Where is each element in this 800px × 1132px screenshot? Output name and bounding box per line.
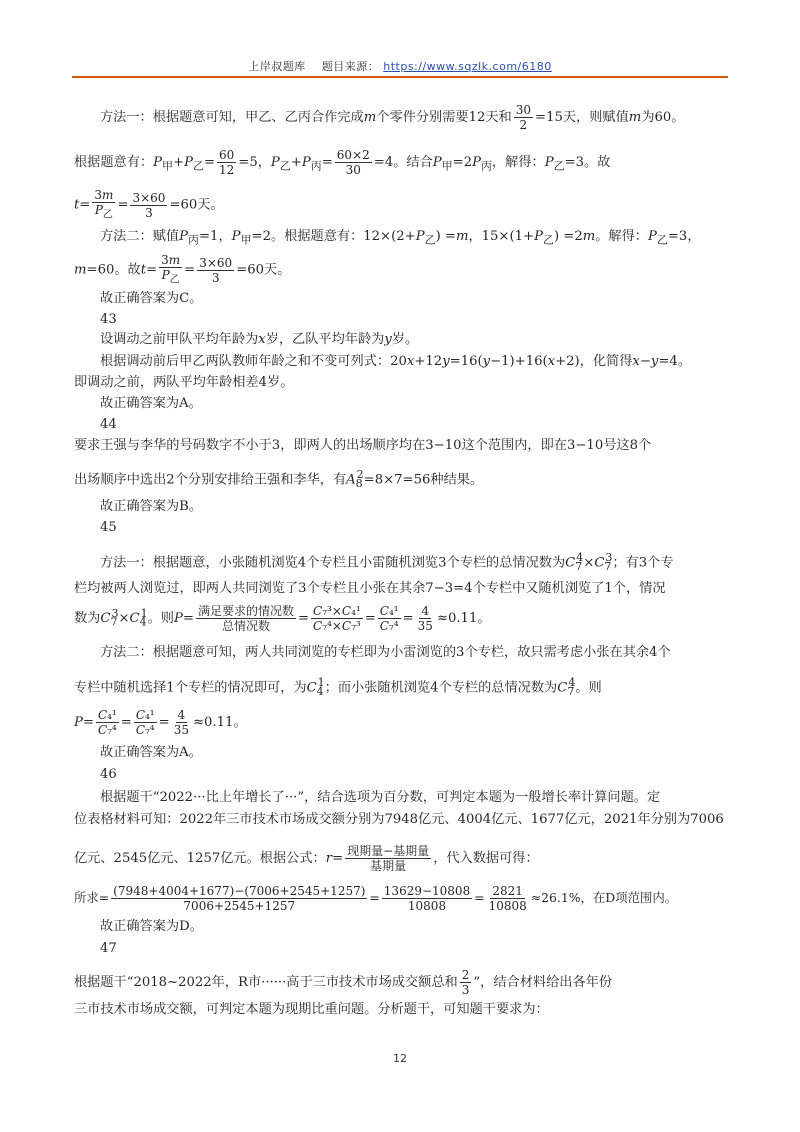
text-line: m=60。故t= $\frac{3m}{P_乙}$ = $\frac{3\times 60}{3}$ =60天。 [74, 253, 291, 286]
text-line: 故正确答案为C。 [100, 291, 203, 306]
text-line: 故正确答案为A。 [100, 396, 202, 411]
text-line: 专栏中随机选择1个专栏的情况即可，为$C_4^1$；而小张随机浏览4个专栏的总情况数为$C_7^4$。则 [74, 676, 602, 699]
text-line: 三市技术市场成交额，可判定本题为现期比重问题。分析题干，可知题干要求为： [74, 1002, 549, 1017]
header-divider [72, 76, 728, 78]
text-line: 方法二：赋值$P_丙=1$，$P_甲=2$。根据题意有：$12\times(2+P_乙) =m$，$15\times(1+P_乙) =2m$。解得：$P_乙=3$， [100, 229, 701, 247]
text-line: 方法一：根据题意可知，甲乙、乙丙合作完成m个零件分别需要12天和 $\frac{30}{2}$ =15天，则赋值m为60。 [100, 103, 685, 132]
question-number: 44 [100, 417, 117, 432]
text-line: 故正确答案为A。 [100, 745, 202, 760]
header-link[interactable]: https://www.sqzlk.com/6180 [383, 60, 552, 73]
header-prefix: 题目来源： [321, 60, 380, 73]
question-number: 46 [100, 767, 117, 782]
text-line: 方法一：根据题意，小张随机浏览4个专栏且小雷随机浏览3个专栏的总情况数为$C_7^4\times C_7^3$；有3个专 [100, 551, 674, 574]
text-line: 根据题意有：$P_甲+P_乙=$ $\frac{60}{12}$ =5，$P_乙+P_丙=$ $\frac{60\times 2}{30}$ =4。结合$P_甲=2P_丙$，解得：$P_乙=3$。故 [74, 148, 611, 177]
text-line: 所求= $\frac{(7948+4004+1677)-(7006+2545+1257)}{7006+2545+1257}$ = $\frac{13629-10808}{10808}$ = $\frac{2821}{10808}$ ≈26.1%，在D项范围内。 [74, 884, 678, 913]
text-line: 设调动之前甲队平均年龄为x岁，乙队平均年龄为y岁。 [100, 332, 419, 347]
text-line: 栏均被两人浏览过，即两人共同浏览了3个专栏且小张在其余7−3=4个专栏中又随机浏览了1个，情况 [74, 581, 666, 596]
text-line: 出场顺序中选出2个分别安排给王强和李华，有$A_8^2=8\times 7=56$种结果。 [74, 468, 484, 491]
question-number: 43 [100, 312, 117, 327]
text-line: 位表格材料可知：2022年三市技术市场成交额分别为7948亿元、4004亿元、1677亿元，2021年分别为7006 [74, 812, 724, 827]
text-line: P= $\frac{\text{C₄¹}}{\text{C₇⁴}}$ = $\frac{\text{C₄¹}}{\text{C₇⁴}}$ = $\frac{4}{35}$ ≈0.11。 [74, 708, 247, 737]
text-line: 亿元、2545亿元、1257亿元。根据公式：r= $\frac{\text{现期量−基期量}}{\text{基期量}}$ ，代入数据可得： [74, 844, 539, 873]
text-line: 要求王强与李华的号码数字不小于3，即两人的出场顺序均在3−10这个范围内，即在3−10号这8个 [74, 438, 652, 453]
text-line: 方法二：根据题意可知，两人共同浏览的专栏即为小雷浏览的3个专栏，故只需考虑小张在其余4个 [100, 645, 671, 660]
question-number: 45 [100, 520, 117, 535]
text-line: 根据题干“2018~2022年，R市······高于三市技术市场成交额总和 $\frac{2}{3}$ ”，结合材料给出各年份 [74, 968, 613, 997]
text-line: 数为$C_7^3\times C_4^1$。则P= $\frac{\text{满足要求的情况数}}{\text{总情况数}}$ = $\frac{\text{C₇³×C₄¹}}{\text{C₇⁴×C₇³}}$ = $\frac{\text{C₄¹}}{\text{C₇⁴}}$ = $\frac{4}{35}$ ≈0.11。 [74, 604, 491, 633]
question-number: 47 [100, 941, 117, 956]
text-line: t= $\frac{3m}{P_乙}$ = $\frac{3\times 60}{3}$ =60天。 [74, 188, 224, 221]
text-line: 根据题干“2022···比上年增长了···”，结合选项为百分数，可判定本题为一般增长率计算问题。定 [100, 790, 661, 805]
header-site: 上岸叔题库 [248, 60, 306, 73]
text-line: 即调动之前，两队平均年龄相差4岁。 [74, 375, 294, 390]
text-line: 故正确答案为B。 [100, 499, 203, 514]
text-line: 故正确答案为D。 [100, 919, 203, 934]
page-number: 12 [393, 1052, 407, 1065]
page-header [72, 58, 728, 76]
text-line: 根据调动前后甲乙两队教师年龄之和不变可列式：20x+12y=16(y−1)+16(x+2)，化简得x−y=4。 [100, 354, 692, 369]
